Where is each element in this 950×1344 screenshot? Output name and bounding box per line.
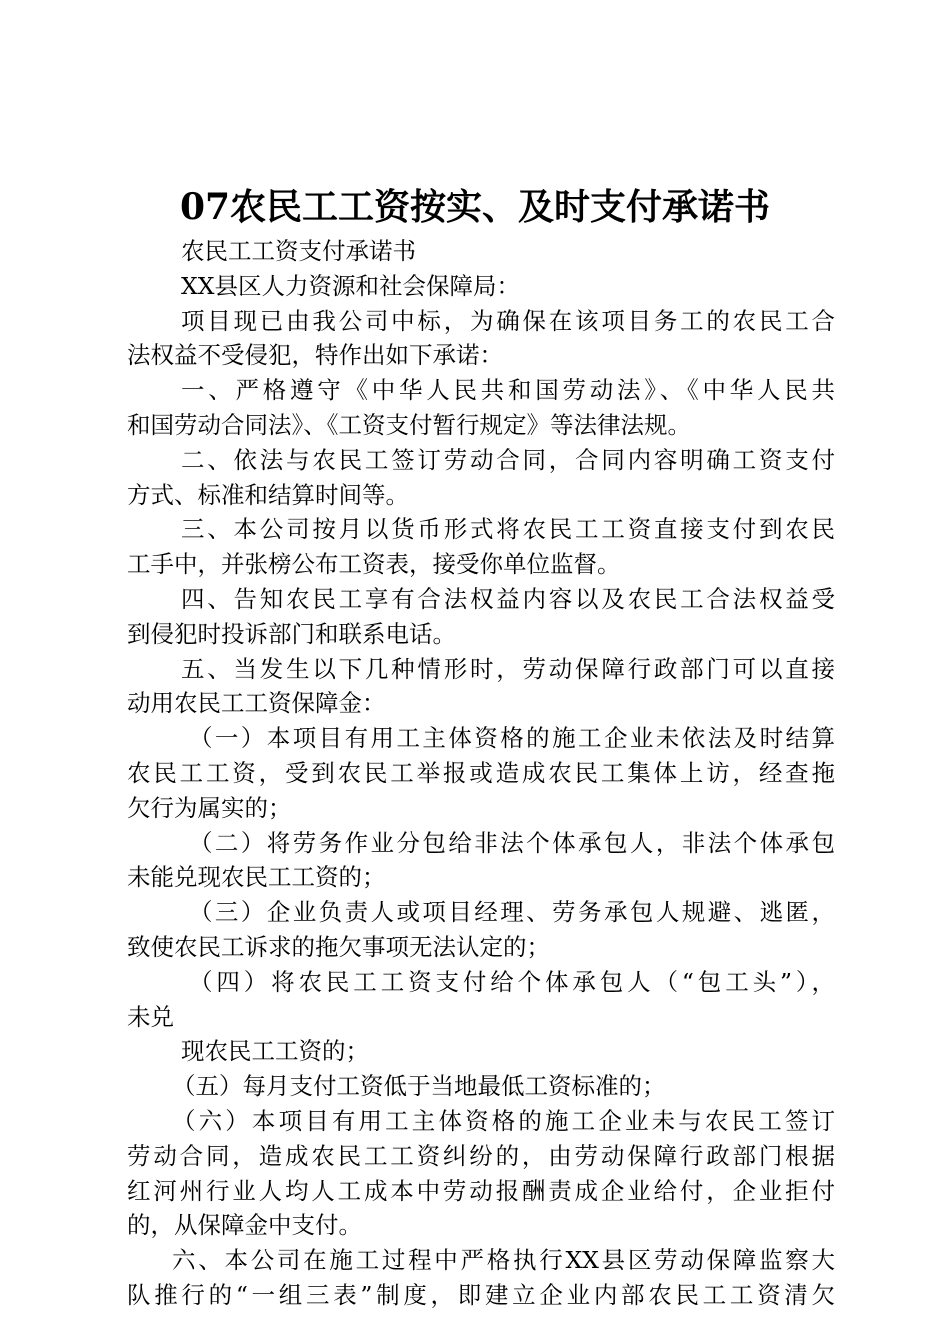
paragraph-line: 农民工工资支付承诺书 — [181, 237, 416, 265]
paragraph-line: 欠行为属实的； — [127, 793, 292, 822]
paragraph-line: （六）本项目有用工主体资格的施工企业未与农民工签订 — [172, 1106, 835, 1135]
paragraph-line: 三、本公司按月以货币形式将农民工工资直接支付到农民 — [181, 515, 835, 544]
paragraph-line: 致使农民工诉求的拖欠事项无法认定的； — [127, 932, 550, 961]
paragraph-line: 一、严格遵守《中华人民共和国劳动法》、《中华人民共 — [181, 376, 835, 405]
paragraph-line: （四）将农民工工资支付给个体承包人（“包工头”）， — [189, 967, 835, 996]
paragraph-line: 劳动合同，造成农民工工资纠纷的，由劳动保障行政部门根据 — [127, 1141, 835, 1170]
paragraph-line: 的，从保障金中支付。 — [127, 1211, 362, 1240]
paragraph-line: （二）将劳务作业分包给非法个体承包人，非法个体承包 — [189, 828, 835, 857]
paragraph-line: 红河州行业人均人工成本中劳动报酬责成企业给付，企业拒付 — [127, 1176, 835, 1205]
paragraph-line: 和国劳动合同法》、《工资支付暂行规定》等法律法规。 — [127, 410, 691, 439]
paragraph-line: 到侵犯时投诉部门和联系电话。 — [127, 619, 456, 648]
paragraph-line: 农民工工资，受到农民工举报或造成农民工集体上访，经查拖 — [127, 758, 835, 787]
paragraph-line: 二、依法与农民工签订劳动合同，合同内容明确工资支付 — [181, 445, 835, 474]
paragraph-line: 未兑 — [127, 1002, 174, 1031]
paragraph-line: 未能兑现农民工工资的； — [127, 863, 386, 892]
paragraph-line: 项目现已由我公司中标，为确保在该项目务工的农民工合 — [181, 306, 835, 335]
paragraph-line: （一）本项目有用工主体资格的施工企业未依法及时结算 — [189, 724, 835, 753]
paragraph-line: 动用农民工工资保障金： — [127, 689, 386, 718]
paragraph-line: （三）企业负责人或项目经理、劳务承包人规避、逃匿， — [189, 898, 835, 927]
paragraph-line: 队推行的“一组三表”制度，即建立企业内部农民工工资清欠 — [127, 1280, 835, 1309]
paragraph-line: （五）每月支付工资低于当地最低工资标准的； — [172, 1072, 666, 1101]
document-body — [127, 234, 835, 1313]
paragraph-line: 法权益不受侵犯，特作出如下承诺： — [127, 341, 503, 370]
paragraph-line: 六、本公司在施工过程中严格执行XX县区劳动保障监察大 — [172, 1246, 835, 1275]
paragraph-line: 四、告知农民工享有合法权益内容以及农民工合法权益受 — [181, 584, 835, 613]
document-title: 07农民工工资按实、及时支付承诺书 — [179, 186, 771, 228]
paragraph-line: XX县区人力资源和社会保障局： — [181, 271, 520, 300]
paragraph-line: 五、当发生以下几种情形时，劳动保障行政部门可以直接 — [181, 654, 835, 683]
paragraph-line: 现农民工工资的； — [181, 1037, 369, 1066]
paragraph-line: 方式、标准和结算时间等。 — [127, 480, 409, 509]
paragraph-line: 工手中，并张榜公布工资表，接受你单位监督。 — [127, 550, 621, 579]
